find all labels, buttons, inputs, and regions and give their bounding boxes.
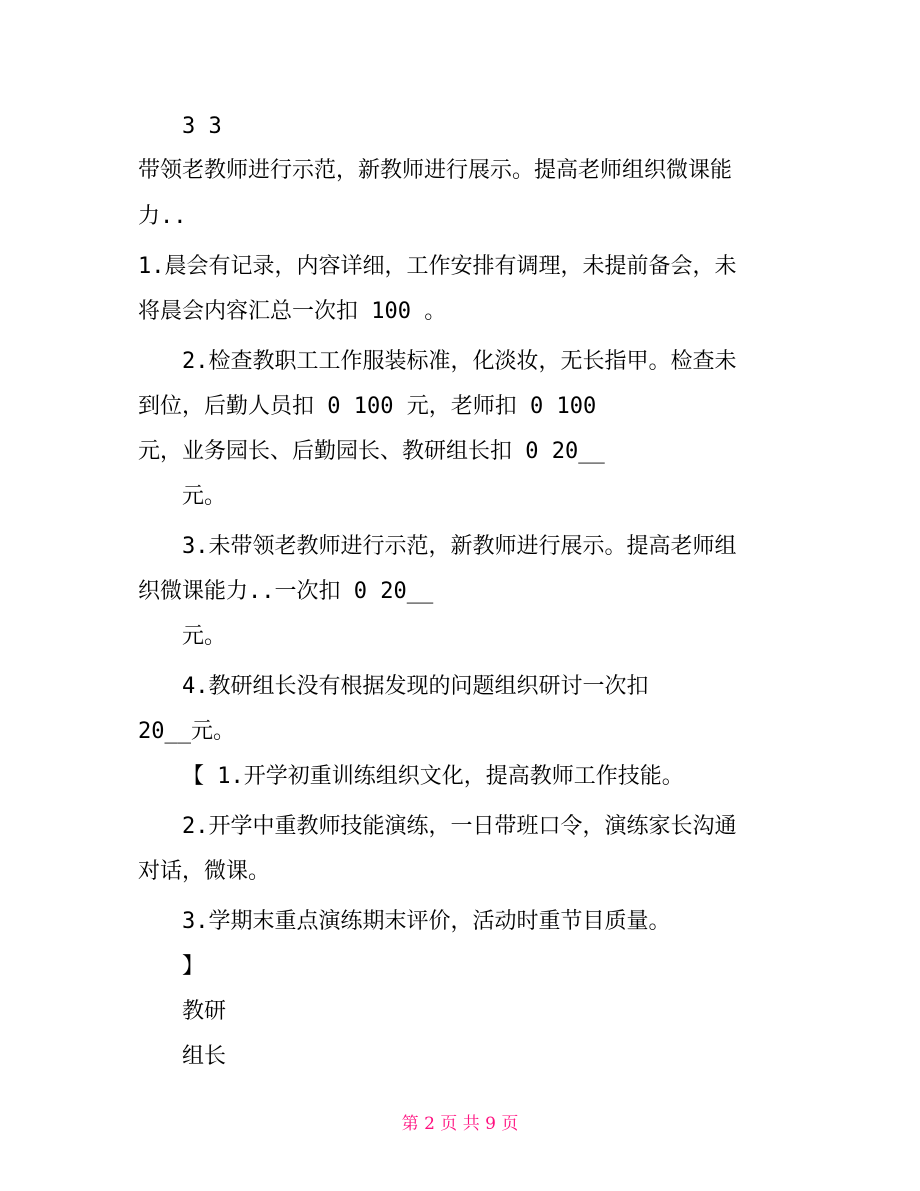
text-line: 3.未带领老教师进行示范，新教师进行展示。提高老师组: [182, 534, 737, 559]
text-line: 元。: [182, 484, 227, 509]
text-line: 20__元。: [138, 719, 235, 744]
text-line: 元，业务园长、后勤园长、教研组长扣 0 20__: [138, 439, 605, 464]
text-line: 元。: [182, 624, 227, 649]
text-line: 教研: [182, 999, 227, 1024]
text-line: 【 1.开学初重训练组织文化，提高教师工作技能。: [182, 764, 684, 789]
text-line: 织微课能力..一次扣 0 20__: [138, 579, 434, 604]
text-line: 对话，微课。: [138, 859, 271, 884]
text-line: 到位，后勤人员扣 0 100 元，老师扣 0 100: [138, 394, 597, 419]
text-line: 2.开学中重教师技能演练，一日带班口令，演练家长沟通: [182, 814, 737, 839]
page-number-footer: 第 2 页 共 9 页: [401, 1114, 519, 1134]
text-line: 1.晨会有记录，内容详细，工作安排有调理，未提前备会，未: [138, 254, 737, 279]
text-line: 】: [182, 954, 205, 979]
text-line: 组长: [182, 1044, 227, 1069]
text-line: 3 3: [182, 114, 222, 139]
text-line: 3.学期末重点演练期末评价，活动时重节目质量。: [182, 909, 671, 934]
text-line: 2.检查教职工工作服装标准，化淡妆，无长指甲。检查未: [182, 349, 737, 374]
text-line: 力..: [138, 204, 187, 229]
text-line: 带领老教师进行示范，新教师进行展示。提高老师组织微课能: [138, 158, 733, 183]
text-line: 4.教研组长没有根据发现的问题组织研讨一次扣: [182, 674, 649, 699]
text-line: 将晨会内容汇总一次扣 100 。: [138, 299, 447, 324]
